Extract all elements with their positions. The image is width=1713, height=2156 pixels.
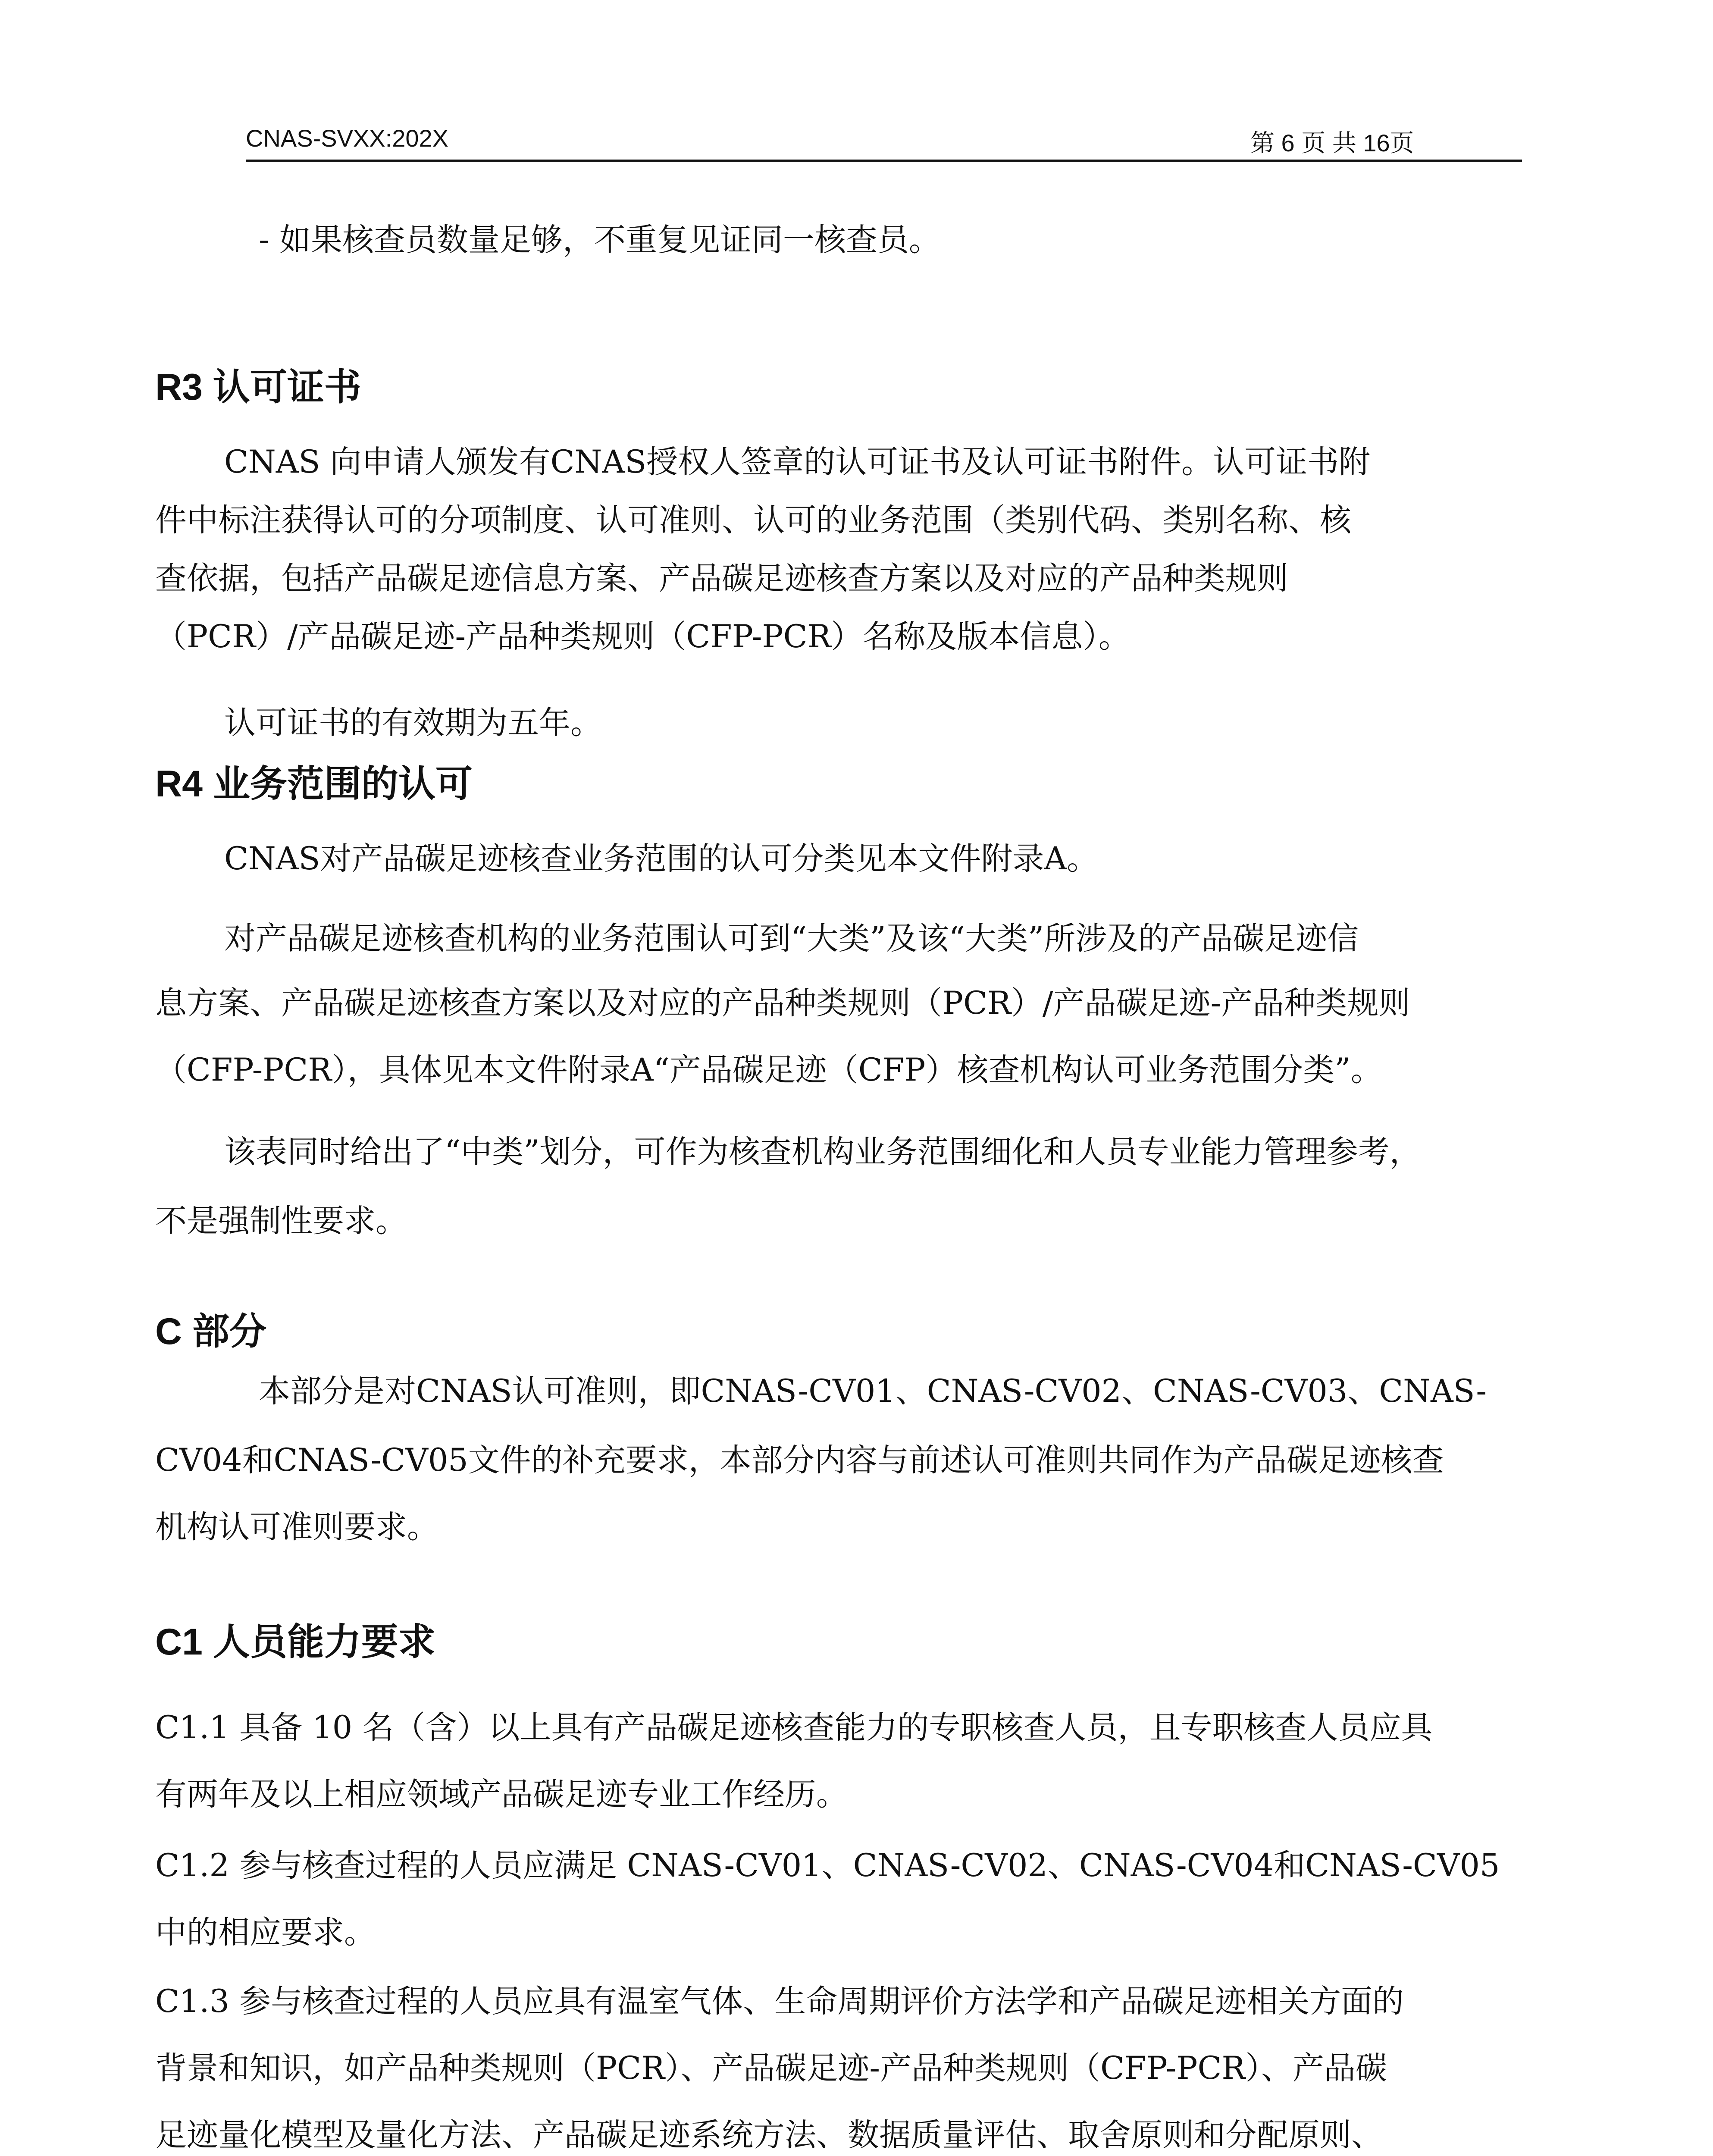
clause-c1-1-line: C1.1 具备 10 名（含）以上具有产品碳足迹核查能力的专职核查人员，且专职核查人员应具 — [155, 1709, 1433, 1746]
paragraph-line: 息方案、产品碳足迹核查方案以及对应的产品种类规则（PCR）/产品碳足迹-产品种类规则 — [155, 985, 1410, 1022]
paragraph-line: 不是强制性要求。 — [155, 1203, 407, 1239]
clause-c1-3-line: C1.3 参与核查过程的人员应具有温室气体、生命周期评价方法学和产品碳足迹相关方面的 — [155, 1983, 1404, 2020]
paragraph-line: （PCR）/产品碳足迹-产品种类规则（CFP-PCR）名称及版本信息）。 — [155, 618, 1130, 655]
page-header — [246, 116, 1522, 162]
section-heading-r4: R4 业务范围的认可 — [155, 763, 473, 805]
section-heading-c1: C1 人员能力要求 — [155, 1621, 435, 1663]
bullet-item: - 如果核查员数量足够，不重复见证同一核查员。 — [259, 222, 940, 258]
paragraph-line: 认可证书的有效期为五年。 — [224, 705, 602, 741]
doc-code: CNAS-SVXX:202X — [246, 125, 448, 152]
clause-c1-2-line: C1.2 参与核查过程的人员应满足 CNAS-CV01、CNAS-CV02、CNAS-CV04和CNAS-CV05 — [155, 1847, 1500, 1884]
clause-c1-2-line: 中的相应要求。 — [155, 1914, 376, 1951]
paragraph-line: （CFP-PCR），具体见本文件附录A“产品碳足迹（CFP）核查机构认可业务范围分类”。 — [155, 1052, 1382, 1088]
clause-c1-1-line: 有两年及以上相应领域产品碳足迹专业工作经历。 — [155, 1776, 848, 1813]
section-heading-c: C 部分 — [155, 1311, 266, 1352]
paragraph-line: 对产品碳足迹核查机构的业务范围认可到“大类”及该“大类”所涉及的产品碳足迹信 — [224, 920, 1359, 957]
paragraph-line: 件中标注获得认可的分项制度、认可准则、认可的业务范围（类别代码、类别名称、核 — [155, 502, 1351, 539]
paragraph-line: 该表同时给出了“中类”划分，可作为核查机构业务范围细化和人员专业能力管理参考， — [224, 1134, 1421, 1170]
clause-c1-3-line: 足迹量化模型及量化方法、产品碳足迹系统方法、数据质量评估、取舍原则和分配原则、 — [155, 2117, 1383, 2153]
paragraph-line: CV04和CNAS-CV05文件的补充要求，本部分内容与前述认可准则共同作为产品碳足迹核查 — [155, 1442, 1444, 1479]
paragraph-line: CNAS对产品碳足迹核查业务范围的认可分类见本文件附录A。 — [224, 840, 1099, 877]
page-number: 第 6 页 共 16页 — [1250, 129, 1414, 157]
section-heading-r3: R3 认可证书 — [155, 367, 361, 408]
paragraph-line: 机构认可准则要求。 — [155, 1509, 438, 1545]
paragraph-line: 查依据，包括产品碳足迹信息方案、产品碳足迹核查方案以及对应的产品种类规则 — [155, 560, 1288, 597]
paragraph-line: 本部分是对CNAS认可准则，即CNAS-CV01、CNAS-CV02、CNAS-CV03、CNAS- — [259, 1373, 1487, 1410]
clause-c1-3-line: 背景和知识，如产品种类规则（PCR）、产品碳足迹-产品种类规则（CFP-PCR）、产品碳 — [155, 2050, 1387, 2087]
paragraph-line: CNAS 向申请人颁发有CNAS授权人签章的认可证书及认可证书附件。认可证书附 — [224, 444, 1371, 480]
